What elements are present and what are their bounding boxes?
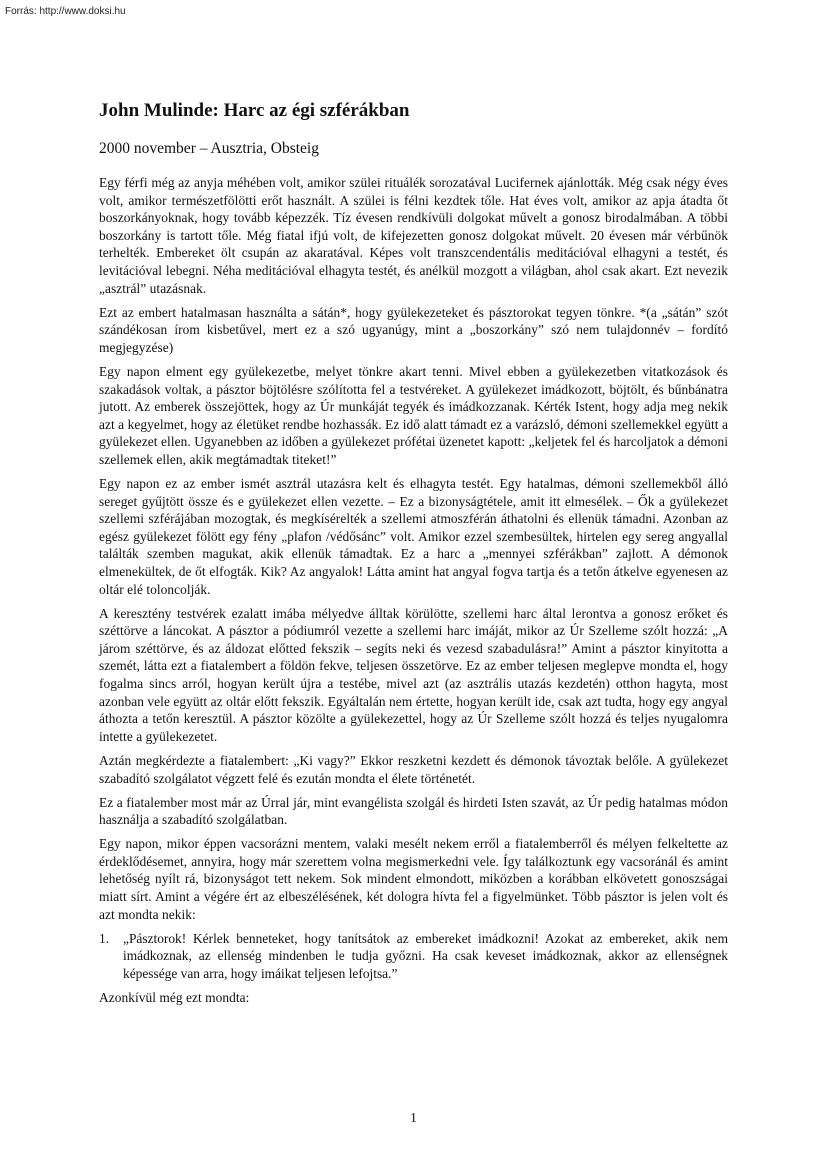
paragraph: Ezt az embert hatalmasan használta a sátán*, hogy gyülekezeteket és pásztorokat tegyen tönkre. *(a „sátán” szót szándékosan írom kisbetűvel, mert ez a szó ugyanúgy, mint a „boszorkány” szó nem tulajdonnév – fordító megjegyzése)	[99, 304, 728, 355]
list-item-text: „Pásztorok! Kérlek benneteket, hogy tanítsátok az embereket imádkozni! Azokat az embereket, akik nem imádkoznak, az ellenség mindenben le tudja győzni. Ha csak keveset imádkoznak, akkor az ellenségnek képessége van arra, hogy imáikat teljesen lefojtsa.”	[123, 930, 728, 981]
paragraph: Egy férfi még az anyja méhében volt, amikor szülei rituálék sorozatával Lucifernek ajánlották. Még csak négy éves volt, amikor természetfölötti erőt használt. A szülei is félni kezdtek tőle. Hat éves volt, amikor az apja átadta őt boszorkányoknak, hogy tovább képezzék. Tíz évesen rendkívüli dolgokat művelt a gonosz birodalmában. A többi boszorkány is tartott tőle. Még fiatal ifjú volt, de kifejezetten gonosz dolgokat művelt. 20 évesen már vérbűnök terhelték. Embereket ölt csupán az akaratával. Képes volt transzcendentális meditációval elhagyni a testét, és levitációval lebegni. Néha meditációval elhagyta testét, és anélkül mozgott a világban, ahol csak akart. Ezt nevezik „asztrál” utazásnak.	[99, 175, 728, 296]
numbered-list-item	[99, 930, 728, 983]
paragraph: Aztán megkérdezte a fiatalembert: „Ki vagy?” Ekkor reszketni kezdett és démonok távoztak belőle. A gyülekezet szabadító szolgálatot végzett felé és ezután mondta el élete történetét.	[99, 752, 728, 786]
paragraph: Egy napon elment egy gyülekezetbe, melyet tönkre akart tenni. Mivel ebben a gyülekezetben vitatkozások és szakadások voltak, a pásztor böjtölésre szólította fel a testvéreket. A gyülekezet imádkozott, böjtölt, és bűnbánatra jutott. Az emberek összejöttek, hogy az Úr munkáját tegyék és imádkozzanak. Kérték Istent, hogy adja meg nekik azt a kegyelmet, hogy az életüket rendbe hozhassák. Ez idő alatt támadt ez a varázsló, démoni szellemekkel együtt a gyülekezet ellen. Ugyanebben az időben a gyülekezet prófétai üzenetet kapott: „keljetek fel és harcoljatok a démoni szellemek ellen, akik megtámadtak titeket!”	[99, 363, 728, 467]
document-page	[99, 100, 728, 1013]
closing-line: Azonkívül még ezt mondta:	[99, 990, 250, 1006]
list-item-number: 1.	[99, 930, 110, 946]
paragraph: A keresztény testvérek ezalatt imába mélyedve álltak körülötte, szellemi harc által lerontva a gonosz erőket és széttörve a láncokat. A pásztor a pódiumról vezette a szellemi harc imáját, mikor az Úr Szelleme szólt hozzá: „A járom széttörve, és az áldozat előtted fekszik – segíts neki és vezesd szabadulásra!” Amint a pásztor kinyitotta a szemét, látta ezt a fiatalembert a földön fekve, teljesen összetörve. Ez az ember teljesen meglepve mondta el, hogy fogalma sincs arról, hogyan került újra a testébe, mivel azt (az asztrális utazás kezdetén) otthon hagyta, most azonban vele együtt az oltár előtt fekszik. Egyáltalán nem értette, hogyan került ide, csak azt tudta, hogy egy angyal áthozta a tetőn keresztül. A pásztor közölte a gyülekezettel, hogy az Úr Szelleme szólt hozzá és teljes nyugalomra intette a gyülekezetet.	[99, 605, 728, 744]
page-number: 1	[410, 1110, 417, 1125]
source-line: Forrás: http://www.doksi.hu	[5, 6, 126, 17]
paragraph: Egy napon ez az ember ismét asztrál utazásra kelt és elhagyta testét. Egy hatalmas, démoni szellemekből álló sereget gyűjtött össze és e gyülekezet ellen vezette. – Ez a bizonyságtétele, amit itt elmesélek. – Ők a gyülekezet szellemi szférájában mozogtak, és megkísérelték a szellemi atmoszférán áthatolni és ellenük támadni. Azonban az egész gyülekezet fölött egy fény „plafon /védősánc” volt. Amikor ezzel szembesültek, hirtelen egy sereg angyallal találták szemben magukat, akik ellenük támadtak. Ez a harc a „mennyei szférákban” zajlott. A démonok elmenekültek, de őt elfogták. Kik? Az angyalok! Látta amint hat angyal fogva tartja és a tetőn átkelve egyenesen az oltár elé toloncolják.	[99, 476, 728, 597]
document-title: John Mulinde: Harc az égi szférákban	[99, 100, 410, 121]
paragraph: Ez a fiatalember most már az Úrral jár, mint evangélista szolgál és hirdeti Isten szavát, az Úr pedig hatalmas módon használja a szabadító szolgálatban.	[99, 794, 728, 828]
paragraph: Egy napon, mikor éppen vacsorázni mentem, valaki mesélt nekem erről a fiatalemberről és mélyen felkeltette az érdeklődésemet, annyira, hogy már szerettem volna megismerkedni vele. Így találkoztunk egy vacsoránál és amint lehetőség nyílt rá, bizonyságot tett nekem. Sok mindent elmondott, miközben a korábban elkövetett gonoszságai miatt sírt. Amint a végére ért az elbeszélésének, két dologra hívta fel a figyelmünket. Több pásztor is jelen volt és azt mondta nekik:	[99, 836, 728, 922]
date-location-line: 2000 november – Ausztria, Obsteig	[99, 140, 319, 157]
